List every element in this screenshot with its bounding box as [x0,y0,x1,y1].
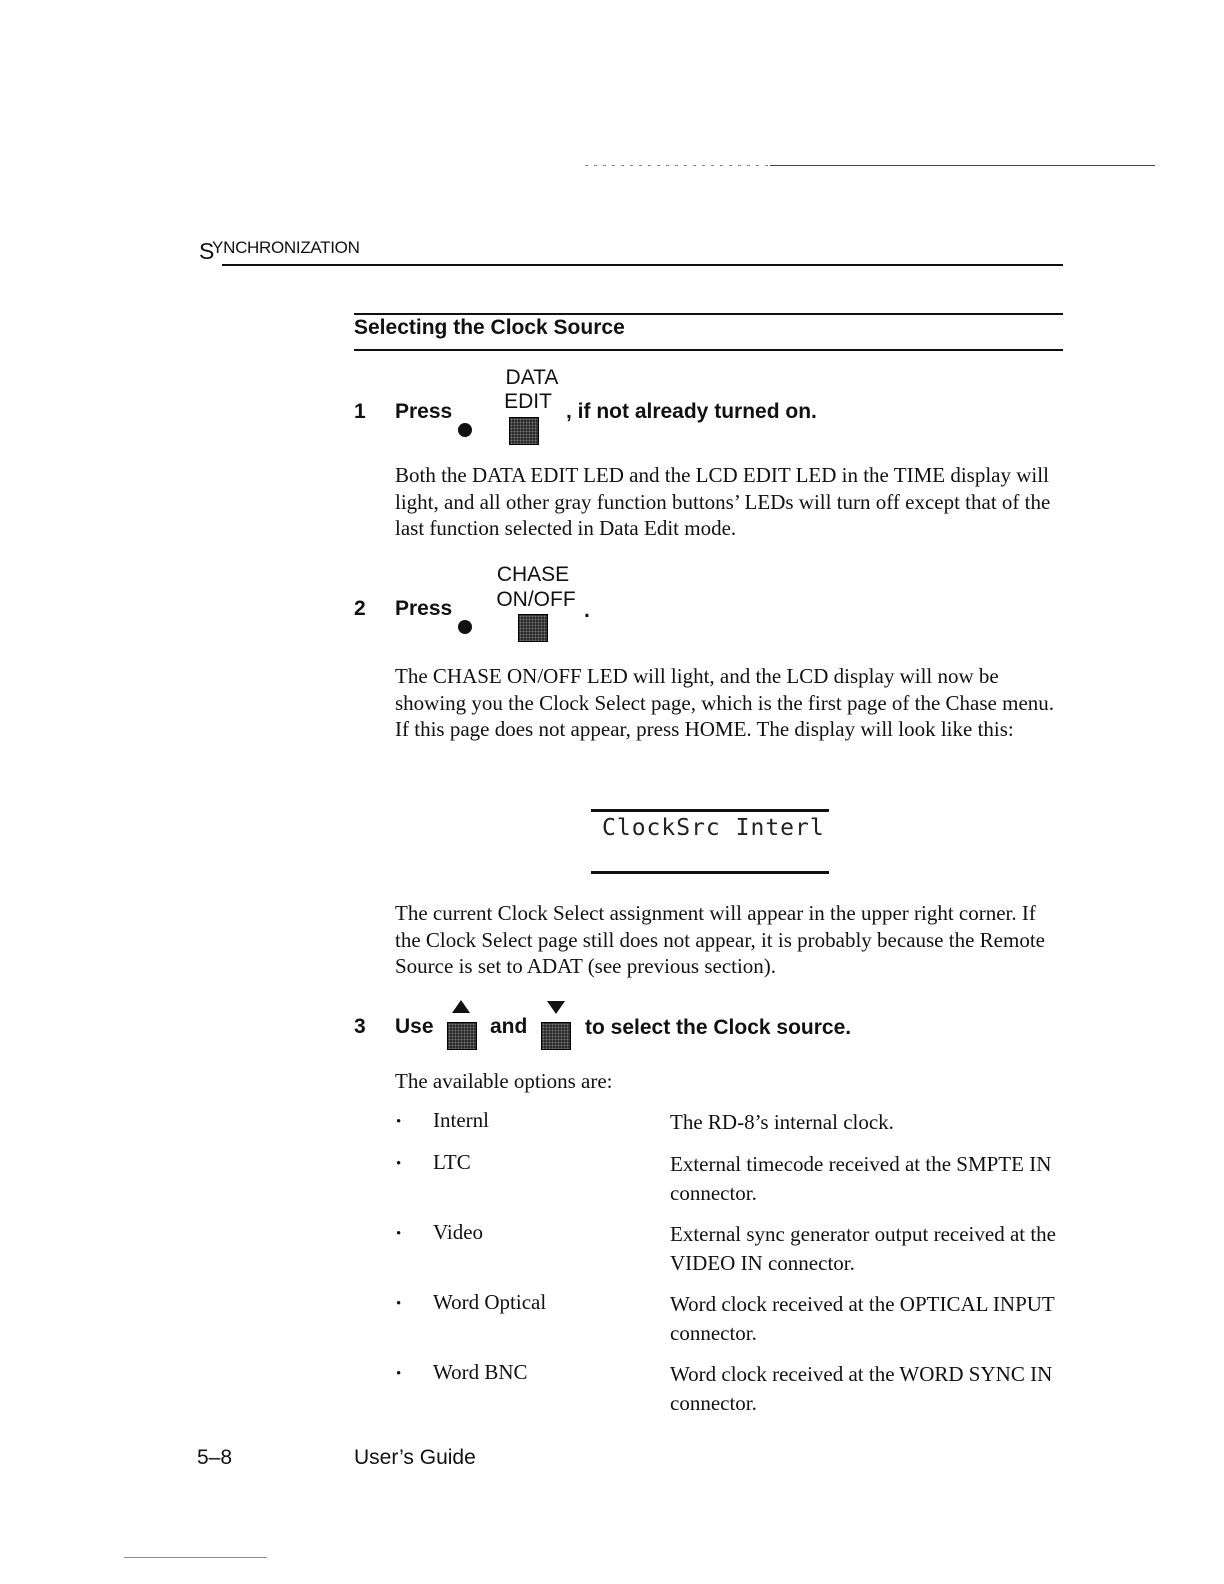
down-arrow-icon [547,1001,565,1014]
section-title: Selecting the Clock Source [354,316,625,339]
led-dot-icon [458,620,472,634]
bottom-edge-line [124,1557,267,1558]
section-rule-top [354,313,1063,315]
step-2-press: Press [395,597,453,620]
after-lcd-text: The current Clock Select assignment will appear in the upper right corner. If the Clock Select page still does not appear, it is probably because the Remote Source is set to ADAT (see previous section). [395,901,1045,978]
option-bullet: • [396,1156,402,1172]
step-1-press: Press [395,400,453,423]
step-3-use: Use [395,1015,434,1038]
step-1-body: Both the DATA EDIT LED and the LCD EDIT LED in the TIME display will light, and all other gray function buttons’ LEDs will turn off except that of the last function selected in Data Edit mode. [395,463,1051,540]
option-bullet: • [396,1114,402,1130]
lcd-rule-top [591,809,829,812]
option-name: Internl [433,1108,489,1132]
step-1-suffix: , if not already turned on. [566,400,817,423]
option-bullet: • [396,1296,402,1312]
chase-label-bottom: ON/OFF [496,588,576,611]
up-button[interactable] [447,1022,477,1050]
page-number: 5–8 [197,1446,233,1469]
lcd-display-text: ClockSrc Interl [602,815,825,841]
chase-on-off-button[interactable] [518,614,548,642]
option-bullet: • [396,1226,402,1242]
step-2-body: The CHASE ON/OFF LED will light, and the LCD display will now be showing you the Clock Select page, which is the first page of the Chase menu. If this page does not appear, press HOME. The display will look like this: [395,664,1055,741]
data-edit-label-bottom: EDIT [504,390,552,413]
lcd-rule-bottom [591,871,829,874]
chase-label-top: CHASE [496,563,570,586]
step-2-suffix: . [584,599,590,622]
data-edit-label-top: DATA [505,366,559,389]
step-3-number: 3 [354,1015,366,1038]
led-dot-icon [458,423,472,437]
top-dotted-rule [585,165,770,166]
option-name: Word Optical [433,1290,547,1314]
option-desc: The RD-8’s internal clock. [670,1110,894,1134]
data-edit-button[interactable] [509,417,539,445]
step-3-suffix: to select the Clock source. [585,1016,852,1039]
step-2-number: 2 [354,597,366,620]
option-desc: Word clock received at the OPTICAL INPUT connector. [670,1292,1055,1345]
option-desc: External sync generator output received at the VIDEO IN connector. [670,1222,1056,1275]
running-head-initial: S [199,238,215,264]
header-rule [222,264,1063,266]
top-rule [770,165,1155,166]
options-intro: The available options are: [395,1069,613,1093]
option-desc: External timecode received at the SMPTE IN connector. [670,1152,1052,1205]
down-button[interactable] [541,1022,571,1050]
option-name: LTC [433,1150,471,1174]
option-name: Word BNC [433,1360,528,1384]
up-arrow-icon [452,1000,470,1013]
step-1-number: 1 [354,400,366,423]
section-rule-bottom [354,349,1063,351]
step-3-and: and [490,1015,528,1038]
option-desc: Word clock received at the WORD SYNC IN connector. [670,1362,1053,1415]
footer-guide-title: User’s Guide [354,1446,476,1469]
option-bullet: • [396,1366,402,1382]
option-name: Video [433,1220,484,1244]
running-head-text: YNCHRONIZATION [212,238,360,257]
running-head [199,232,360,264]
